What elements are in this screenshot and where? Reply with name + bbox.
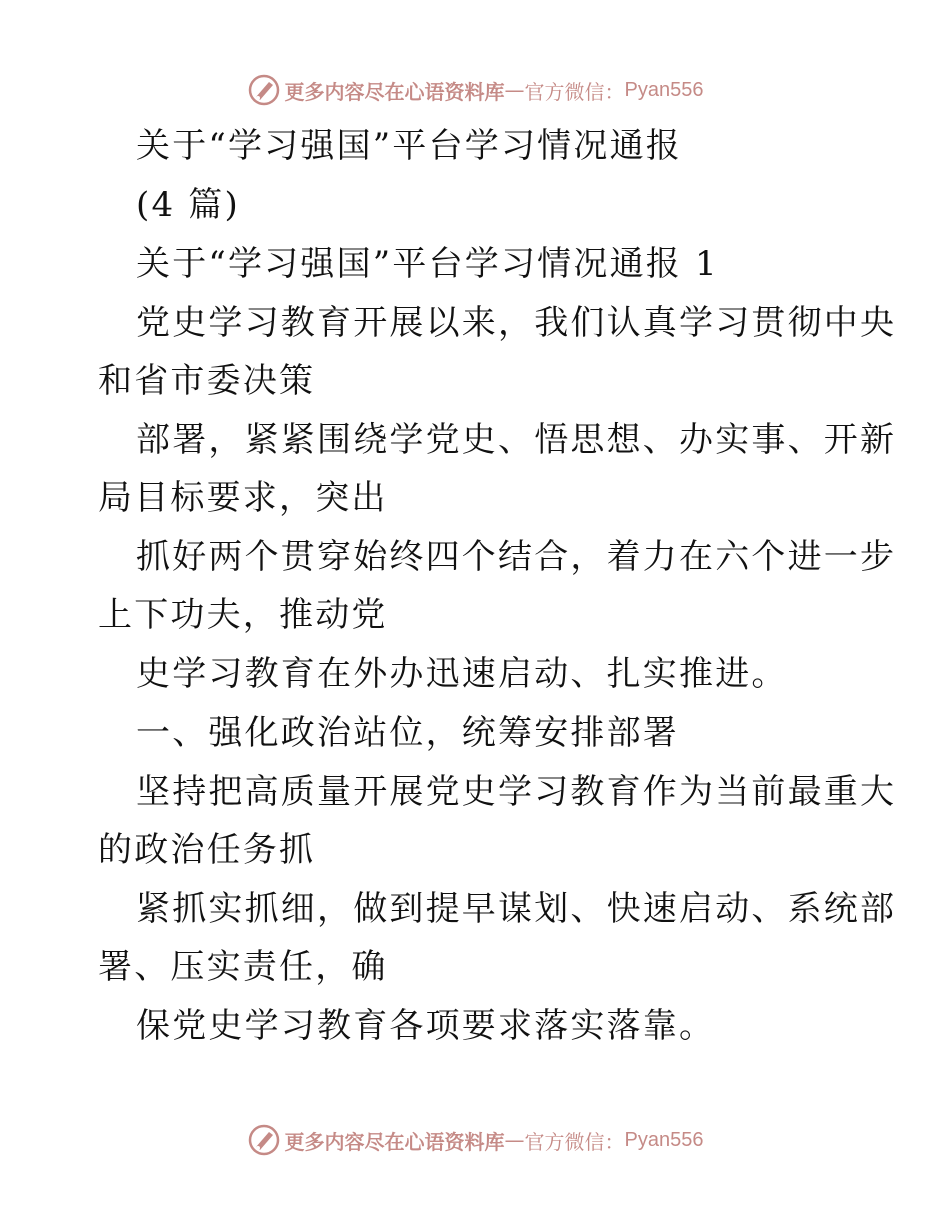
banner-contact-label: 官方微信：: [524, 1129, 625, 1154]
banner-brand-text: 更多内容尽在心语资料库: [284, 1129, 505, 1154]
paragraph-line: 坚持把高质量开展党史学习教育作为当前最重大: [136, 772, 897, 812]
paragraph-line: 史学习教育在外办迅速启动、扎实推进。: [136, 654, 788, 694]
banner-dash: —: [504, 1128, 525, 1152]
document-title: 关于“学习强国”平台学习情况通报: [136, 126, 682, 166]
banner-brand-text: 更多内容尽在心语资料库: [284, 79, 505, 104]
footer-watermark-banner: [0, 1122, 950, 1158]
banner-wechat-handle: Pyan556: [624, 78, 704, 101]
paragraph-line: 和省市委决策: [98, 361, 316, 401]
pen-circle-logo-icon: [247, 73, 281, 107]
banner-dash: —: [504, 78, 525, 102]
section-title: 关于“学习强国”平台学习情况通报 1: [136, 244, 719, 284]
section-heading: 一、强化政治站位，统筹安排部署: [136, 713, 679, 753]
paragraph-line: 紧抓实抓细，做到提早谋划、快速启动、系统部: [136, 889, 897, 929]
document-body: [98, 122, 897, 1061]
paragraph-line: 抓好两个贯穿始终四个结合，着力在六个进一步: [136, 537, 897, 577]
paragraph-line: 部署，紧紧围绕学党史、悟思想、办实事、开新: [136, 420, 897, 460]
document-title-count: (4 篇): [136, 185, 240, 225]
paragraph-line: 署、压实责任，确: [98, 947, 388, 987]
paragraph-line: 党史学习教育开展以来，我们认真学习贯彻中央: [136, 303, 897, 343]
header-watermark-banner: [0, 72, 950, 108]
banner-contact-label: 官方微信：: [524, 79, 625, 104]
pen-circle-logo-icon: [247, 1123, 281, 1157]
paragraph-line: 保党史学习教育各项要求落实落靠。: [136, 1006, 716, 1046]
paragraph-line: 上下功夫，推动党: [98, 595, 388, 635]
banner-wechat-handle: Pyan556: [624, 1128, 704, 1151]
paragraph-line: 局目标要求，突出: [98, 478, 388, 518]
paragraph-line: 的政治任务抓: [98, 830, 316, 870]
